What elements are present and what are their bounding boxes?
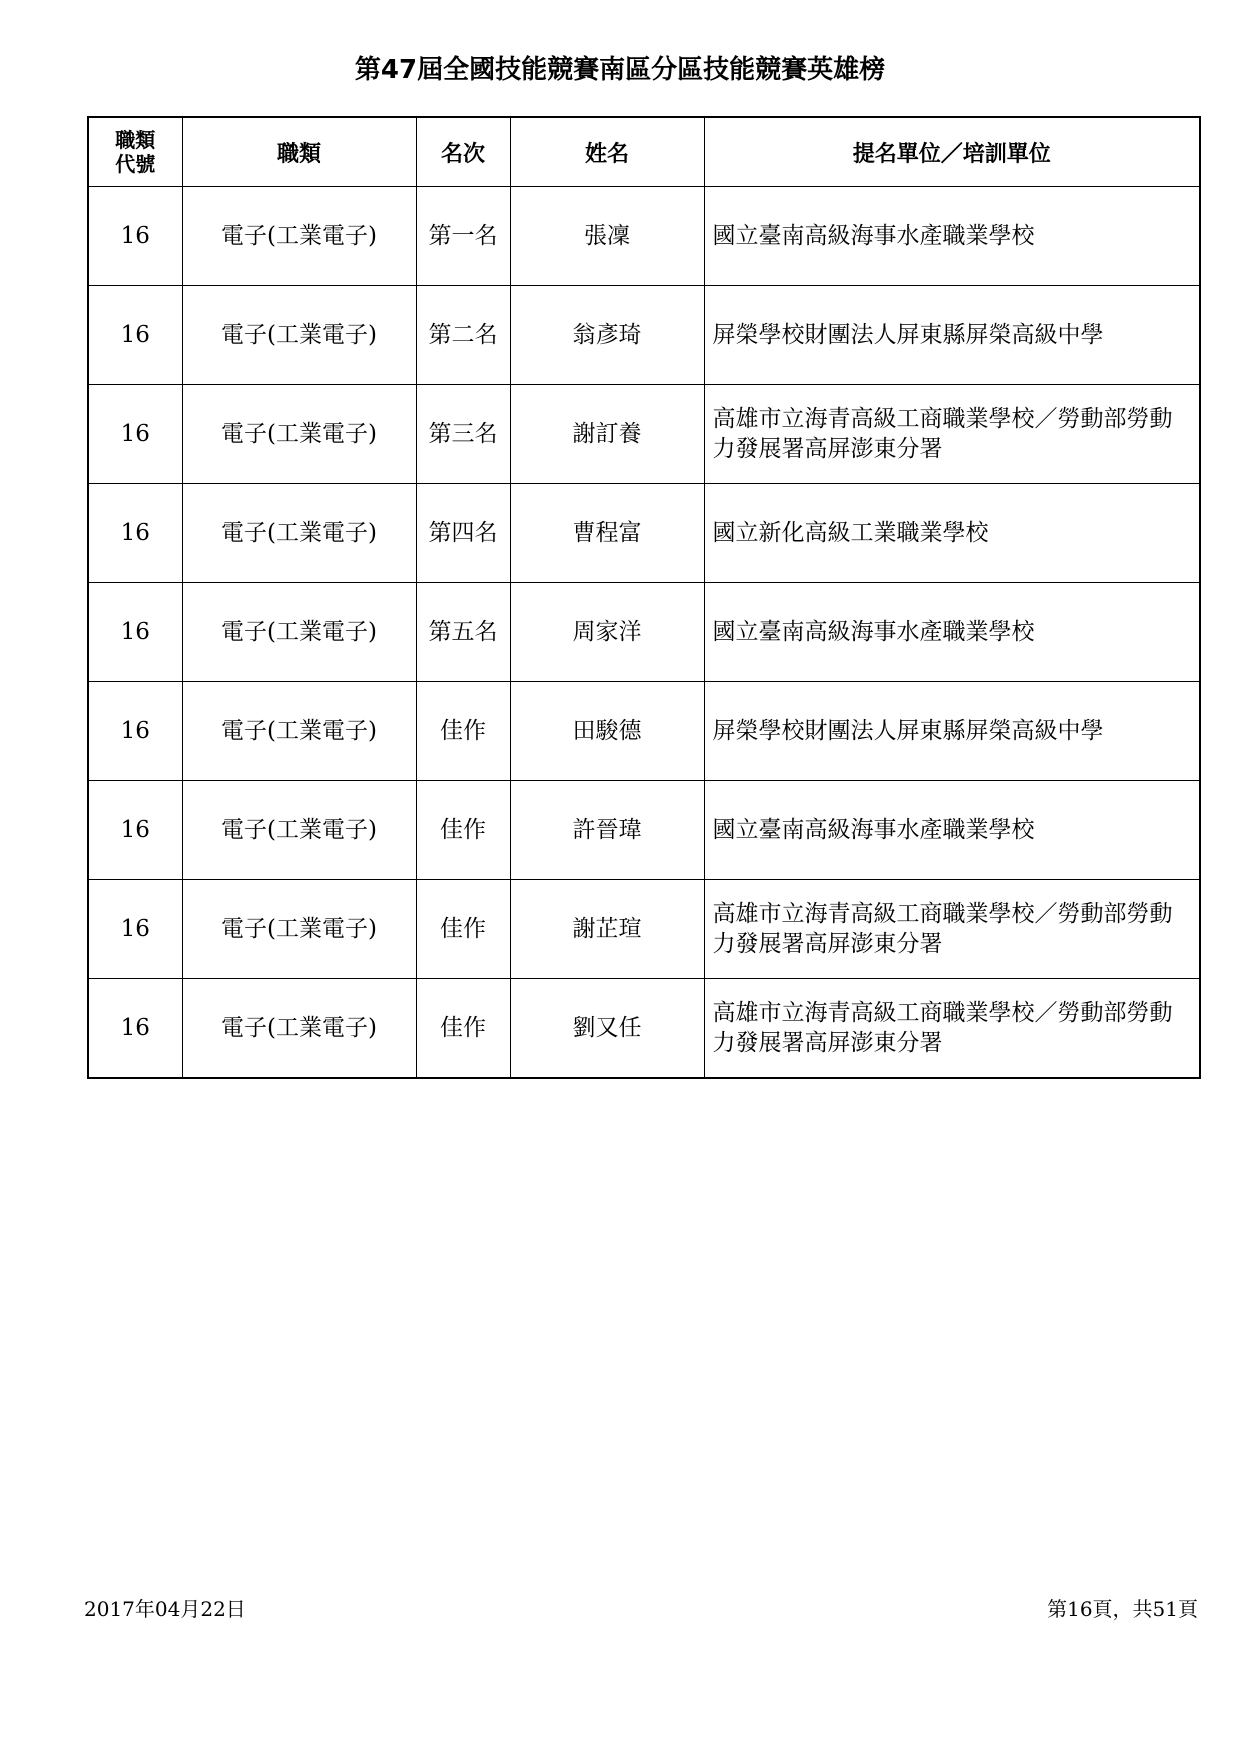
footer-date: 2017年04月22日: [84, 1597, 246, 1621]
cell-name: 劉又任: [510, 979, 704, 1079]
cell-trade: 電子(工業電子): [182, 385, 416, 484]
cell-trade: 電子(工業電子): [182, 979, 416, 1079]
cell-rank: 第四名: [416, 484, 510, 583]
cell-trade-code: 16: [88, 484, 182, 583]
cell-organization: 高雄市立海青高級工商職業學校／勞動部勞動力發展署高屏澎東分署: [704, 880, 1200, 979]
table-row: [88, 682, 1200, 781]
cell-trade-code: 16: [88, 682, 182, 781]
table-row: [88, 187, 1200, 286]
cell-organization: 國立臺南高級海事水產職業學校: [704, 781, 1200, 880]
cell-trade-code: 16: [88, 583, 182, 682]
cell-organization: 國立新化高級工業職業學校: [704, 484, 1200, 583]
page-title: 第47屆全國技能競賽南區分區技能競賽英雄榜: [354, 55, 886, 85]
table-row: [88, 385, 1200, 484]
table-row: [88, 781, 1200, 880]
hero-list-table: [87, 116, 1201, 1079]
cell-rank: 佳作: [416, 682, 510, 781]
table-header-row: [88, 117, 1200, 187]
cell-trade: 電子(工業電子): [182, 583, 416, 682]
footer-page-number: 第16頁，共51頁: [1047, 1597, 1198, 1621]
cell-rank: 第二名: [416, 286, 510, 385]
cell-rank: 第一名: [416, 187, 510, 286]
cell-name: 謝芷瑄: [510, 880, 704, 979]
cell-trade: 電子(工業電子): [182, 187, 416, 286]
cell-organization: 國立臺南高級海事水產職業學校: [704, 583, 1200, 682]
cell-organization: 高雄市立海青高級工商職業學校／勞動部勞動力發展署高屏澎東分署: [704, 979, 1200, 1079]
table-row: [88, 880, 1200, 979]
cell-organization: 屏榮學校財團法人屏東縣屏榮高級中學: [704, 682, 1200, 781]
cell-rank: 佳作: [416, 781, 510, 880]
cell-trade-code: 16: [88, 187, 182, 286]
table-row: [88, 979, 1200, 1079]
table-row: [88, 583, 1200, 682]
header-trade: 職類: [182, 117, 416, 187]
table-row: [88, 286, 1200, 385]
header-rank: 名次: [416, 117, 510, 187]
cell-name: 翁彥琦: [510, 286, 704, 385]
header-trade-code: [88, 117, 182, 187]
cell-organization: 高雄市立海青高級工商職業學校／勞動部勞動力發展署高屏澎東分署: [704, 385, 1200, 484]
cell-trade: 電子(工業電子): [182, 484, 416, 583]
cell-rank: 佳作: [416, 880, 510, 979]
cell-name: 曹程富: [510, 484, 704, 583]
cell-trade: 電子(工業電子): [182, 880, 416, 979]
cell-rank: 第三名: [416, 385, 510, 484]
header-trade-code-line2: 代號: [115, 152, 156, 176]
cell-rank: 佳作: [416, 979, 510, 1079]
cell-name: 許晉瑋: [510, 781, 704, 880]
cell-name: 謝訂養: [510, 385, 704, 484]
cell-name: 張凜: [510, 187, 704, 286]
cell-rank: 第五名: [416, 583, 510, 682]
cell-name: 田駿德: [510, 682, 704, 781]
header-organization: 提名單位／培訓單位: [704, 117, 1200, 187]
cell-trade-code: 16: [88, 781, 182, 880]
cell-trade-code: 16: [88, 286, 182, 385]
table-row: [88, 484, 1200, 583]
cell-trade-code: 16: [88, 880, 182, 979]
cell-name: 周家洋: [510, 583, 704, 682]
cell-organization: 國立臺南高級海事水產職業學校: [704, 187, 1200, 286]
header-name: 姓名: [510, 117, 704, 187]
cell-trade: 電子(工業電子): [182, 286, 416, 385]
cell-trade: 電子(工業電子): [182, 781, 416, 880]
header-trade-code-line1: 職類: [115, 128, 156, 152]
cell-organization: 屏榮學校財團法人屏東縣屏榮高級中學: [704, 286, 1200, 385]
cell-trade-code: 16: [88, 979, 182, 1079]
cell-trade: 電子(工業電子): [182, 682, 416, 781]
cell-trade-code: 16: [88, 385, 182, 484]
